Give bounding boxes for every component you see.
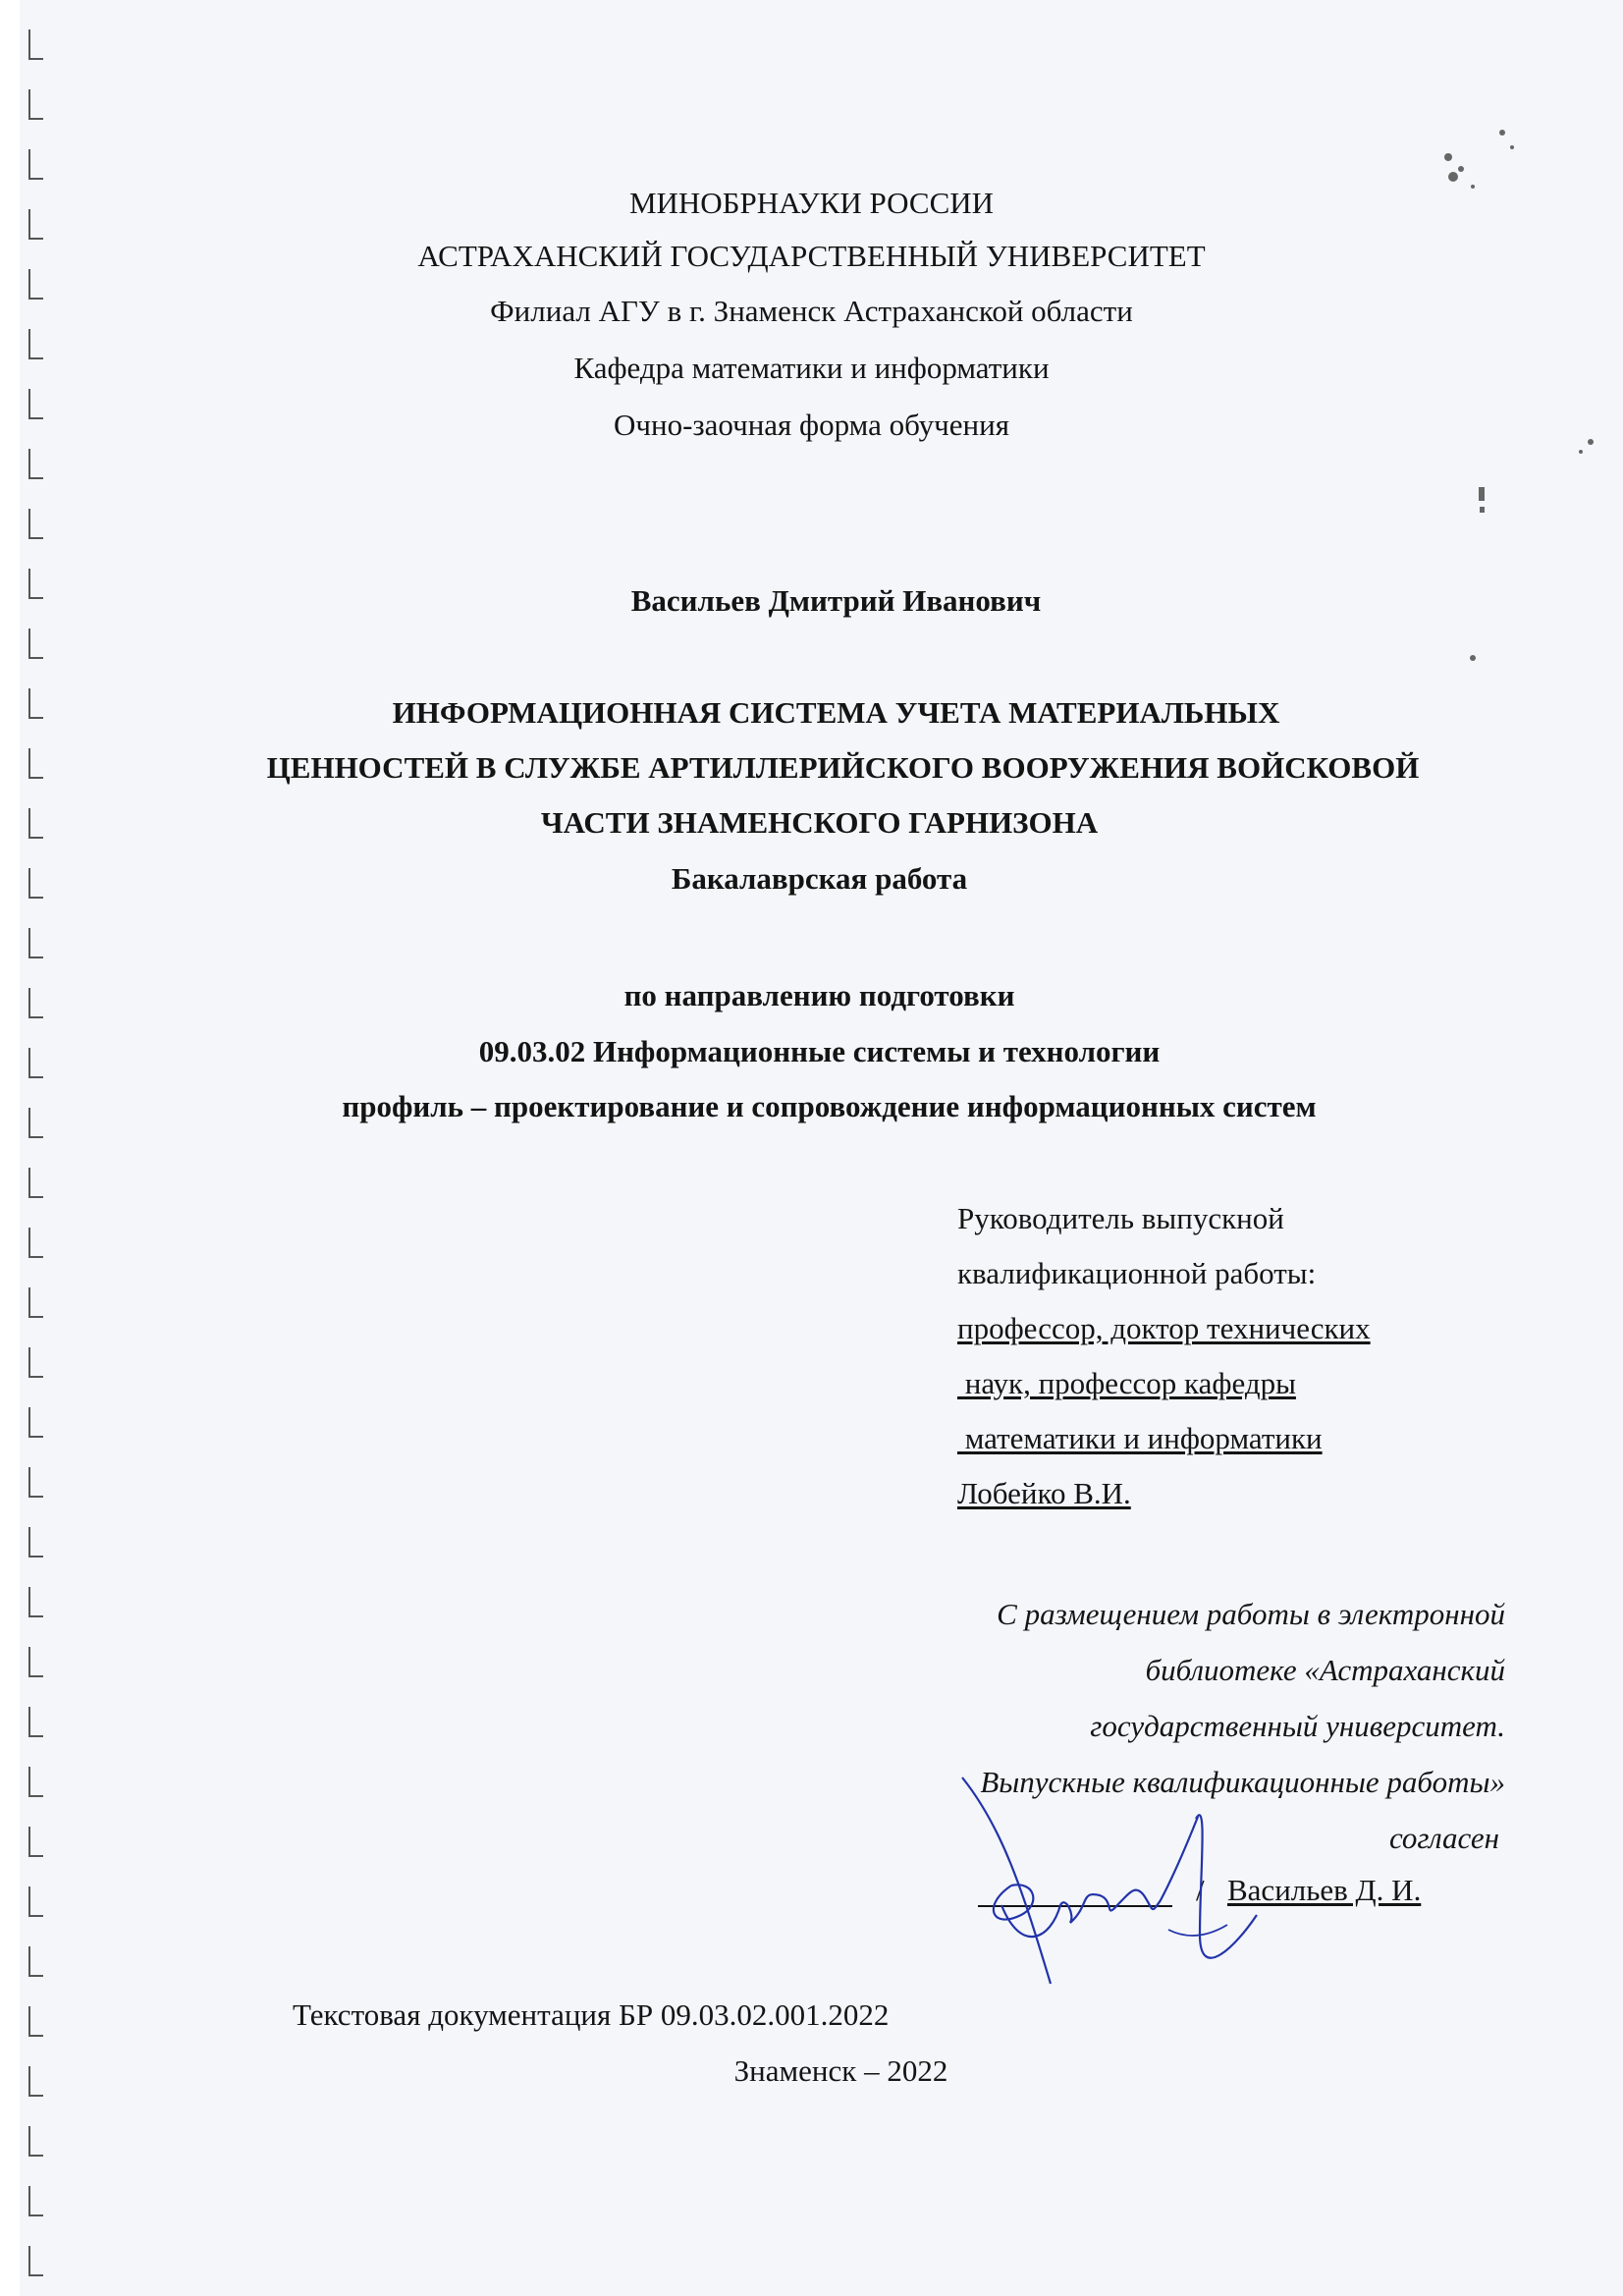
binding-mark (29, 509, 43, 538)
scan-left-edge (0, 0, 20, 2296)
supervisor-name: Лобейко В.И. (957, 1476, 1131, 1510)
work-type: Бакалаврская работа (671, 861, 968, 896)
consent-line-1: С размещением работы в электронной (997, 1597, 1505, 1631)
binding-mark (29, 149, 43, 179)
binding-mark (29, 2006, 43, 2036)
binding-mark (29, 1587, 43, 1616)
department-line: Кафедра математики и информатики (573, 351, 1050, 385)
binding-mark (29, 629, 43, 658)
consent-line-5: согласен (1388, 1821, 1499, 1855)
binding-marks (22, 0, 61, 2296)
binding-mark (29, 1168, 43, 1197)
binding-mark (29, 89, 43, 119)
handwritten-signature (943, 1758, 1267, 1994)
ministry-line: МИНОБРНАУКИ РОССИИ (628, 186, 995, 220)
binding-mark (29, 1467, 43, 1497)
consent-line-4: Выпускные квалификационные работы» (980, 1765, 1505, 1799)
author-name: Васильев Дмитрий Иванович (630, 583, 1042, 618)
title-line-3: ЧАСТИ ЗНАМЕНСКОГО ГАРНИЗОНА (540, 805, 1099, 840)
binding-mark (29, 2186, 43, 2215)
supervisor-block (957, 1199, 1371, 1529)
city-year: Знаменск – 2022 (733, 2053, 948, 2088)
binding-mark (29, 1228, 43, 1257)
binding-mark (29, 29, 43, 59)
doc-code: Текстовая документация БР 09.03.02.001.2022 (293, 1997, 890, 2032)
supervisor-label-2: квалификационной работы: (957, 1256, 1317, 1290)
direction-line-2: 09.03.02 Информационные системы и технологии (478, 1034, 1161, 1068)
consent-line-3: государственный университет. (1090, 1709, 1505, 1743)
title-line-1: ИНФОРМАЦИОННАЯ СИСТЕМА УЧЕТА МАТЕРИАЛЬНЫХ (392, 695, 1280, 730)
binding-mark (29, 928, 43, 957)
binding-mark (29, 2246, 43, 2275)
binding-mark (29, 1946, 43, 1976)
binding-mark (29, 449, 43, 478)
title-line-2: ЦЕННОСТЕЙ В СЛУЖБЕ АРТИЛЛЕРИЙСКОГО ВООРУЖЕНИЯ ВОЙСКОВОЙ (266, 750, 1420, 785)
binding-mark (29, 1527, 43, 1557)
binding-mark (29, 1407, 43, 1437)
supervisor-position-2: наук, профессор кафедры (957, 1366, 1296, 1400)
binding-mark (29, 1347, 43, 1377)
supervisor-label-1: Руководитель выпускной (957, 1201, 1284, 1235)
consent-line-2: библиотеке «Астраханский (1145, 1653, 1505, 1687)
university-line: АСТРАХАНСКИЙ ГОСУДАРСТВЕННЫЙ УНИВЕРСИТЕТ (417, 239, 1206, 273)
direction-line-1: по направлению подготовки (623, 978, 1015, 1012)
signer-name: Васильев Д. И. (1227, 1873, 1422, 1907)
binding-mark (29, 2126, 43, 2156)
binding-mark (29, 1827, 43, 1856)
signature-separator: / (1196, 1873, 1205, 1907)
binding-mark (29, 1287, 43, 1317)
direction-line-3: профиль – проектирование и сопровождение информационных систем (342, 1089, 1317, 1123)
binding-mark (29, 1767, 43, 1796)
study-form-line: Очно-заочная форма обучения (614, 408, 1009, 442)
supervisor-position-3: математики и информатики (957, 1421, 1323, 1455)
binding-mark (29, 1886, 43, 1916)
binding-mark (29, 1647, 43, 1676)
branch-line: Филиал АГУ в г. Знаменск Астраханской области (490, 294, 1133, 328)
binding-mark (29, 1707, 43, 1736)
supervisor-position-1: профессор, доктор технических (957, 1311, 1371, 1345)
